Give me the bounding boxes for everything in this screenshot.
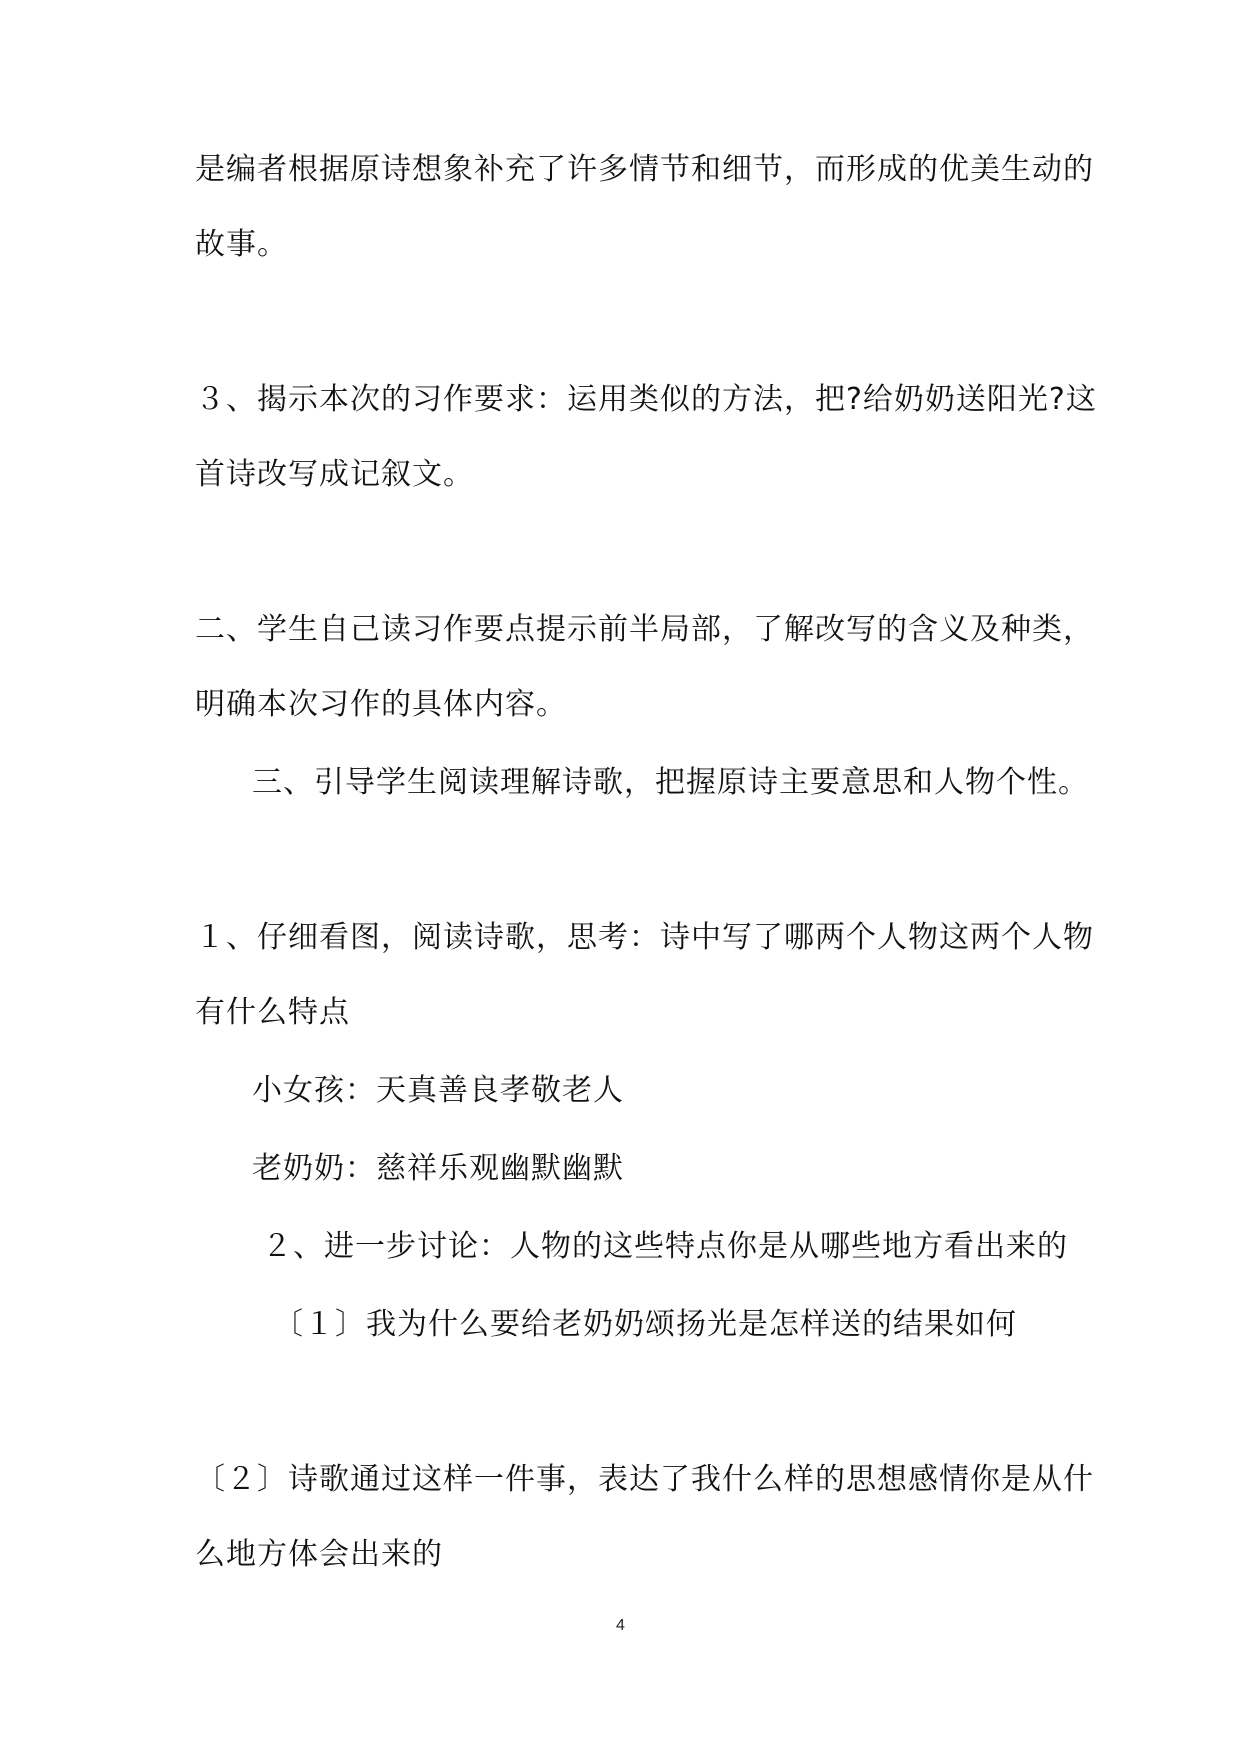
paragraph-line: 二、学生自己读习作要点提示前半局部，了解改写的含义及种类， (195, 612, 1094, 647)
paragraph-line: 么地方体会出来的 (195, 1537, 443, 1572)
paragraph-line: 有什么特点 (195, 995, 350, 1030)
paragraph-line: ２、进一步讨论：人物的这些特点你是从哪些地方看出来的 (262, 1229, 1068, 1264)
paragraph-line: ３、揭示本次的习作要求：运用类似的方法，把?给奶奶送阳光?这 (195, 382, 1097, 417)
paragraph-line: 〔１〕我为什么要给老奶奶颂扬光是怎样送的结果如何 (273, 1307, 1017, 1342)
paragraph-line: 是编者根据原诗想象补充了许多情节和细节，而形成的优美生动的 (195, 152, 1094, 187)
paragraph-line: 〔２〕诗歌通过这样一件事，表达了我什么样的思想感情你是从什 (195, 1462, 1094, 1497)
paragraph-line: 三、引导学生阅读理解诗歌，把握原诗主要意思和人物个性。 (252, 765, 1089, 800)
paragraph-line: 老奶奶：慈祥乐观幽默幽默 (252, 1151, 624, 1186)
paragraph-line: １、仔细看图，阅读诗歌，思考：诗中写了哪两个人物这两个人物 (195, 920, 1094, 955)
page-number: 4 (616, 1617, 625, 1634)
paragraph-line: 小女孩：天真善良孝敬老人 (252, 1073, 624, 1108)
paragraph-line: 故事。 (195, 227, 288, 262)
paragraph-line: 首诗改写成记叙文。 (195, 457, 474, 492)
paragraph-line: 明确本次习作的具体内容。 (195, 687, 567, 722)
